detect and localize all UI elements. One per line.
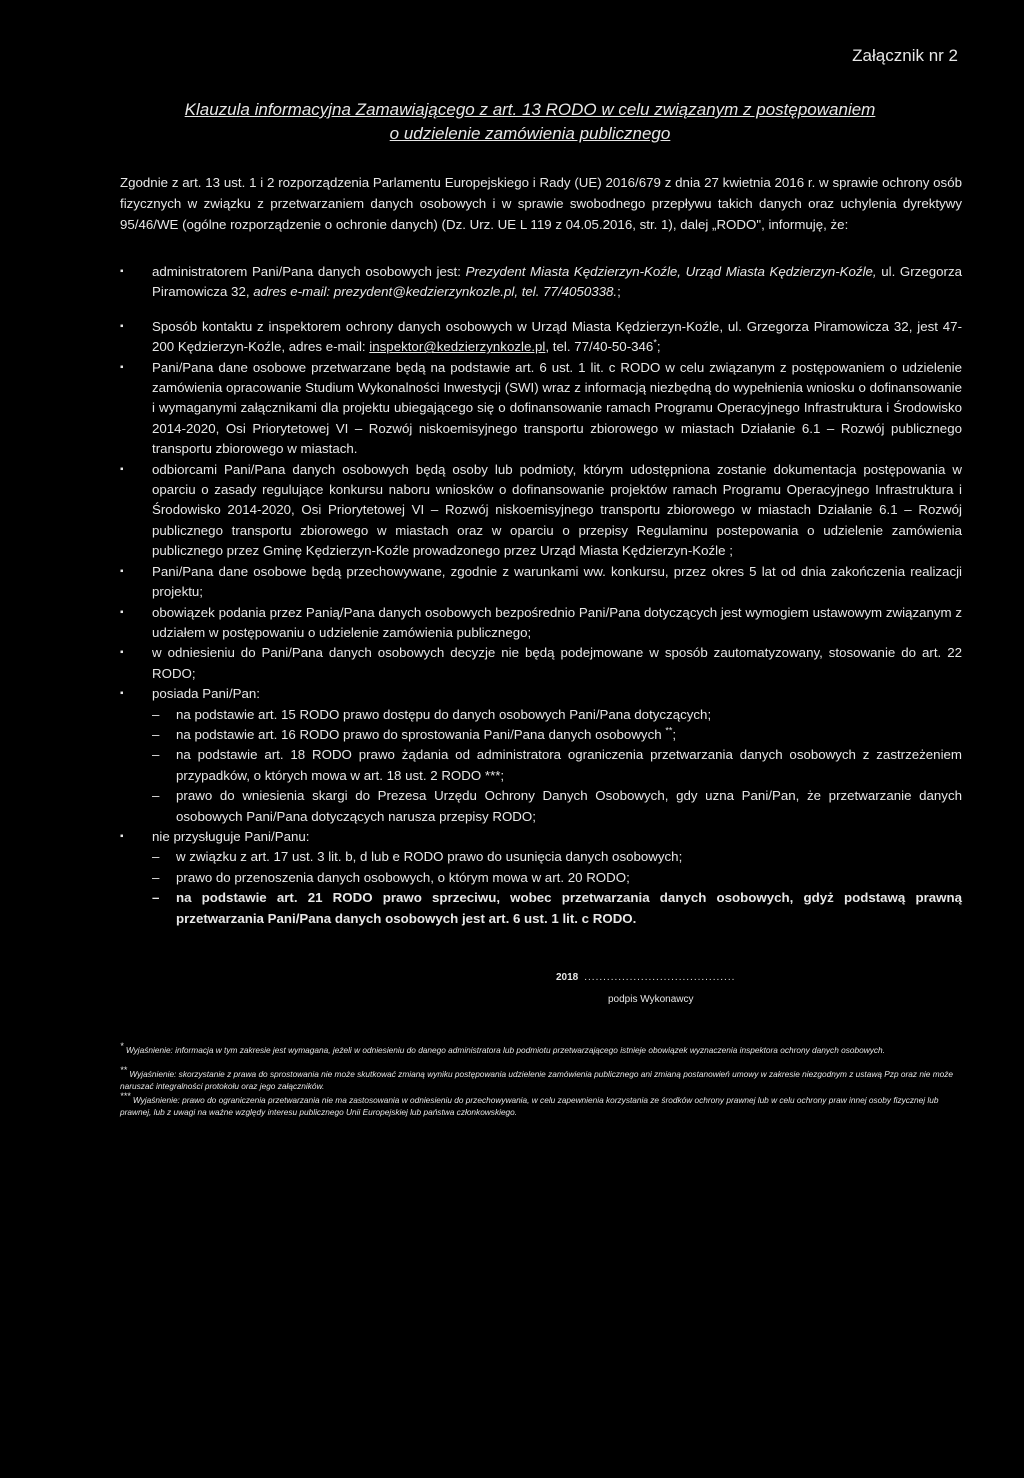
admin-value: Prezydent Miasta Kędzierzyn-Koźle, Urząd Miasta Kędzierzyn-Koźle, xyxy=(465,264,877,279)
right-text: na podstawie art. 15 RODO prawo dostępu do danych osobowych Pani/Pana dotyczących; xyxy=(176,706,712,722)
footnote-text: Wyjaśnienie: informacja w tym zakresie jest wymagana, jeżeli w odniesieniu do danego administratora lub podmiotu przetwarzającego istnieje obowiązek wyznaczenia inspektora ochrony danych osobowych. xyxy=(125,1045,885,1055)
automated-text: w odniesieniu do Pani/Pana danych osobowych decyzje nie będą podejmowane w sposób zautomatyzowany, stosowanie do art. 22 RODO; xyxy=(152,645,962,681)
contact-end: ; xyxy=(656,339,661,355)
dash-icon: – xyxy=(152,747,160,763)
list-item-automated xyxy=(120,643,962,684)
list-item-administrator xyxy=(120,262,962,303)
footnote-mark-2: ** xyxy=(120,1065,128,1076)
title-line-1: Klauzula informacyjna Zamawiającego z art. 13 RODO w celu związanym z postępowaniem xyxy=(184,100,876,119)
admin-address: ul. Grzegorza Piramowicza 32, xyxy=(152,264,962,300)
bullet-icon: ▪ xyxy=(120,320,124,332)
obligation-text: obowiązek podania przez Panią/Pana danych osobowych bezpośrednio Pani/Pana dotyczących jest wymogiem ustawowym związanym z udziałem w postępowaniu o udzielenie zamówienia publicznego; xyxy=(152,604,962,640)
title-line-2: o udzielenie zamówienia publicznego xyxy=(389,124,671,143)
list-item-obligation xyxy=(120,603,962,644)
bullet-icon: ▪ xyxy=(120,606,124,618)
admin-end: ; xyxy=(617,284,621,300)
bullet-icon: ▪ xyxy=(120,361,124,373)
dash-icon: – xyxy=(152,890,160,906)
sub-list-item xyxy=(152,847,962,867)
contact-prefix: Sposób kontaktu z inspektorem ochrony danych osobowych w Urząd Miasta Kędzierzyn-Koźle, ul. Grzegorza Piramowicza 32, jest 47-200 Kędzierzyn-Koźle, adres e-mail: xyxy=(152,318,962,355)
sub-list-item xyxy=(152,888,962,929)
annex-label: Załącznik nr 2 xyxy=(852,46,958,65)
right-text: prawo do wniesienia skargi do Prezesa Urzędu Ochrony Danych Osobowych, gdy uzna Pani/Pan, że przetwarzanie danych osobowych Pani/Pana dotyczących narusza przepisy RODO; xyxy=(176,788,962,824)
right-text: na podstawie art. 18 RODO prawo żądania od administratora ograniczenia przetwarzania danych osobowych z zastrzeżeniem przypadków, o których mowa w art. 18 ust. 2 RODO ***; xyxy=(176,747,962,783)
list-item-no-rights xyxy=(120,827,962,929)
rights-heading: posiada Pani/Pan: xyxy=(152,686,260,702)
footnote-1 xyxy=(120,1041,962,1056)
inspector-email-link[interactable]: inspektor@kedzierzynkozle.pl xyxy=(369,339,546,355)
signature-label: podpis Wykonawcy xyxy=(608,994,694,1005)
dash-icon: – xyxy=(152,849,160,865)
footnote-text: Wyjaśnienie: skorzystanie z prawa do sprostowania nie może skutkować zmianą wyniku postępowania udzielenie zamówienia publicznego ani zmianą postanowień umowy w zakresie niezgodnym z ustawą Pzp oraz nie może naruszać integralności protokołu oraz jego załączników. xyxy=(120,1069,953,1091)
no-rights-sublist xyxy=(152,847,962,929)
signature-dots: ........................................ xyxy=(584,972,736,983)
bullet-icon: ▪ xyxy=(120,463,124,475)
dash-icon: – xyxy=(152,726,160,742)
bullet-icon: ▪ xyxy=(120,688,124,700)
sub-list-item xyxy=(152,745,962,786)
admin-prefix: administratorem Pani/Pana danych osobowych jest: xyxy=(152,264,466,279)
footnote-ref-1: * xyxy=(653,337,657,348)
list-item-purpose xyxy=(120,358,962,460)
no-right-text: w związku z art. 17 ust. 3 lit. b, d lub e RODO prawo do usunięcia danych osobowych; xyxy=(176,849,683,865)
footnote-mark-1: * xyxy=(120,1041,124,1052)
signature-line xyxy=(556,972,735,983)
footnote-3 xyxy=(120,1091,962,1118)
list-item-storage xyxy=(120,562,962,603)
storage-text: Pani/Pana dane osobowe będą przechowywane, zgodnie z warunkami ww. konkursu, przez okres 5 lat od dnia zakończenia realizacji projektu; xyxy=(152,563,962,600)
sub-list-item xyxy=(152,725,962,745)
dash-icon: – xyxy=(152,869,160,885)
list-item-rights xyxy=(120,684,962,827)
contact-suffix: , tel. 77/40-50-346 xyxy=(545,339,654,355)
footnote-2 xyxy=(120,1065,962,1092)
list-item-inspector-contact xyxy=(120,317,962,358)
list-item-recipients xyxy=(120,460,962,562)
no-rights-heading: nie przysługuje Pani/Panu: xyxy=(152,828,310,844)
bullet-icon: ▪ xyxy=(120,647,124,659)
footnote-text: Wyjaśnienie: prawo do ograniczenia przetwarzania nie ma zastosowania w odniesieniu do przechowywania, w celu zapewnienia korzystania ze środków ochrony prawnej lub w celu ochrony praw innej osoby fizycznej lub prawnej, lub z uwagi na ważne względy interesu publicznego Unii Europejskiej lub państwa członkowskiego. xyxy=(120,1095,939,1117)
recipients-text: odbiorcami Pani/Pana danych osobowych będą osoby lub podmioty, którym udostępniona zostanie dokumentacja postępowania w oparciu o zasady regulujące konkursu naboru wniosków o dofinansowanie projektów ramach Programu Operacyjnego Infrastruktura i Środowisko 2014-2020, Osi Priorytetowej VI – Rozwój niskoemisyjnego transportu zbiorowego w miastach Działanie 6.1 – Rozwój publicznego transportu zbiorowego w miastach oraz w oparciu o przepisy Regulaminu postepowania o udzielenie zamówienia publicznego przez Gminę Kędzierzyn-Koźle prowadzonego przez Urząd Miasta Kędzierzyn-Koźle ; xyxy=(152,461,962,559)
footnote-mark-3: *** xyxy=(120,1091,131,1102)
footnotes xyxy=(120,1041,962,1130)
dash-icon: – xyxy=(152,788,160,804)
sub-list-item xyxy=(152,705,962,725)
signature-date: 2018 xyxy=(556,972,579,983)
no-right-text: na podstawie art. 21 RODO prawo sprzeciwu, wobec przetwarzania danych osobowych, gdyż podstawą prawną przetwarzania Pani/Pana danych osobowych jest art. 6 ust. 1 lit. c RODO. xyxy=(176,890,962,926)
purpose-text: Pani/Pana dane osobowe przetwarzane będą na podstawie art. 6 ust. 1 lit. c RODO w celu związanym z postępowaniem o udzielenie zamówienia opracowanie Studium Wykonalności Inwestycji (SWI) wraz z informacją niezbędną do wypełnienia wniosku o dofinansowanie i wymaganymi załącznikami dla projektu ubiegającego się o dofinansowanie ramach Programu Operacyjnego Infrastruktura i Środowisko 2014-2020, Osi Priorytetowej VI – Rozwój niskoemisyjnego transportu zbiorowego w miastach Działanie 6.1 – Rozwój publicznego transportu zbiorowego w miastach. xyxy=(152,359,962,457)
intro-paragraph: Zgodnie z art. 13 ust. 1 i 2 rozporządzenia Parlamentu Europejskiego i Rady (UE) 2016/679 z dnia 27 kwietnia 2016 r. w sprawie ochrony osób fizycznych w związku z przetwarzaniem danych osobowych i w sprawie swobodnego przepływu takich danych oraz uchylenia dyrektywy 95/46/WE (ogólne rozporządzenie o ochronie danych) (Dz. Urz. UE L 119 z 04.05.2016, str. 1), dalej „RODO", informuję, że: xyxy=(120,175,962,232)
footnote-ref-2: ** xyxy=(665,725,673,736)
admin-contact: adres e-mail: prezydent@kedzierzynkozle.pl, tel. 77/4050338. xyxy=(253,284,618,300)
document-title xyxy=(120,98,940,146)
bullet-icon: ▪ xyxy=(120,266,124,277)
bullet-icon: ▪ xyxy=(120,565,124,577)
rights-sublist xyxy=(152,705,962,827)
dash-icon: – xyxy=(152,706,160,722)
sub-list-item xyxy=(152,786,962,827)
no-right-text: prawo do przenoszenia danych osobowych, o którym mowa w art. 20 RODO; xyxy=(176,869,630,885)
sub-list-item xyxy=(152,868,962,888)
bullet-icon: ▪ xyxy=(120,830,124,842)
right-text: na podstawie art. 16 RODO prawo do sprostowania Pani/Pana danych osobowych xyxy=(176,726,662,742)
right-end: ; xyxy=(672,726,677,742)
clause-list xyxy=(120,262,962,929)
